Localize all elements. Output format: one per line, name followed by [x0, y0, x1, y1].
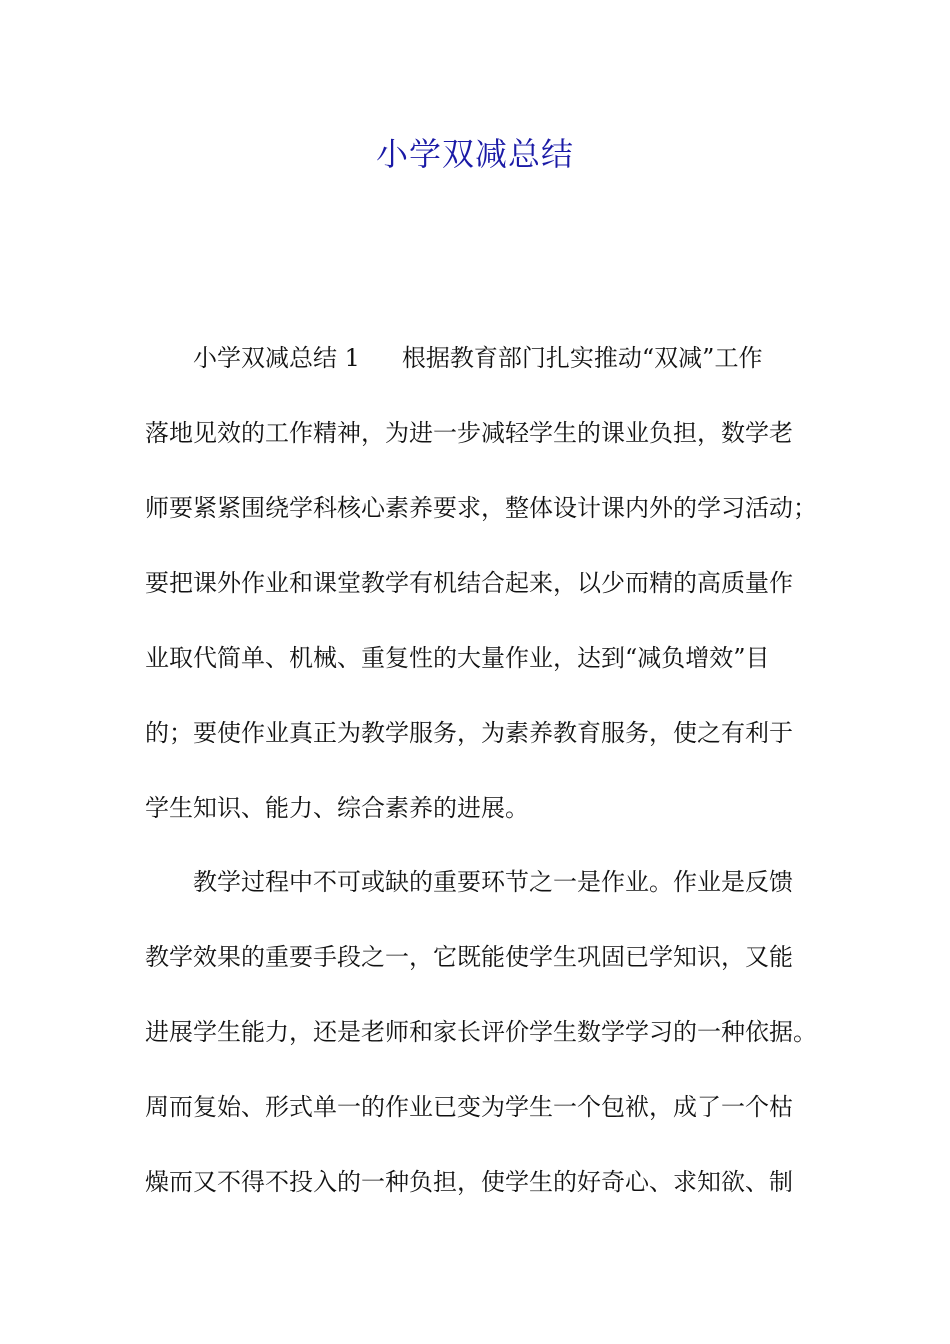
paragraph-1-line-1: [193, 338, 762, 378]
text-line: 教学效果的重要手段之一，它既能使学生巩固已学知识，又能: [145, 943, 793, 971]
paragraph-2-line-1: 教学过程中不可或缺的重要环节之一是作业。作业是反馈: [193, 868, 793, 896]
text-line: 落地见效的工作精神，为进一步减轻学生的课业负担，数学老: [145, 419, 793, 447]
text-line: 要把课外作业和课堂教学有机结合起来，以少而精的高质量作: [145, 569, 793, 597]
text-line: 学生知识、能力、综合素养的进展。: [145, 794, 529, 822]
text-line: 根据教育部门扎实推动“双减”工作: [401, 344, 763, 372]
section-heading: 小学双减总结 1: [193, 344, 360, 372]
text-line: 周而复始、形式单一的作业已变为学生一个包袱，成了一个枯: [145, 1093, 793, 1121]
text-line: 进展学生能力，还是老师和家长评价学生数学学习的一种依据。: [145, 1018, 817, 1046]
text-line: 燥而又不得不投入的一种负担，使学生的好奇心、求知欲、制: [145, 1168, 793, 1196]
text-line: 的；要使作业真正为教学服务，为素养教育服务，使之有利于: [145, 719, 793, 747]
text-line: 业取代简单、机械、重复性的大量作业，达到“减负增效”目: [145, 644, 770, 672]
text-line: 师要紧紧围绕学科核心素养要求，整体设计课内外的学习活动；: [145, 494, 817, 522]
document-title: 小学双减总结: [375, 135, 574, 173]
